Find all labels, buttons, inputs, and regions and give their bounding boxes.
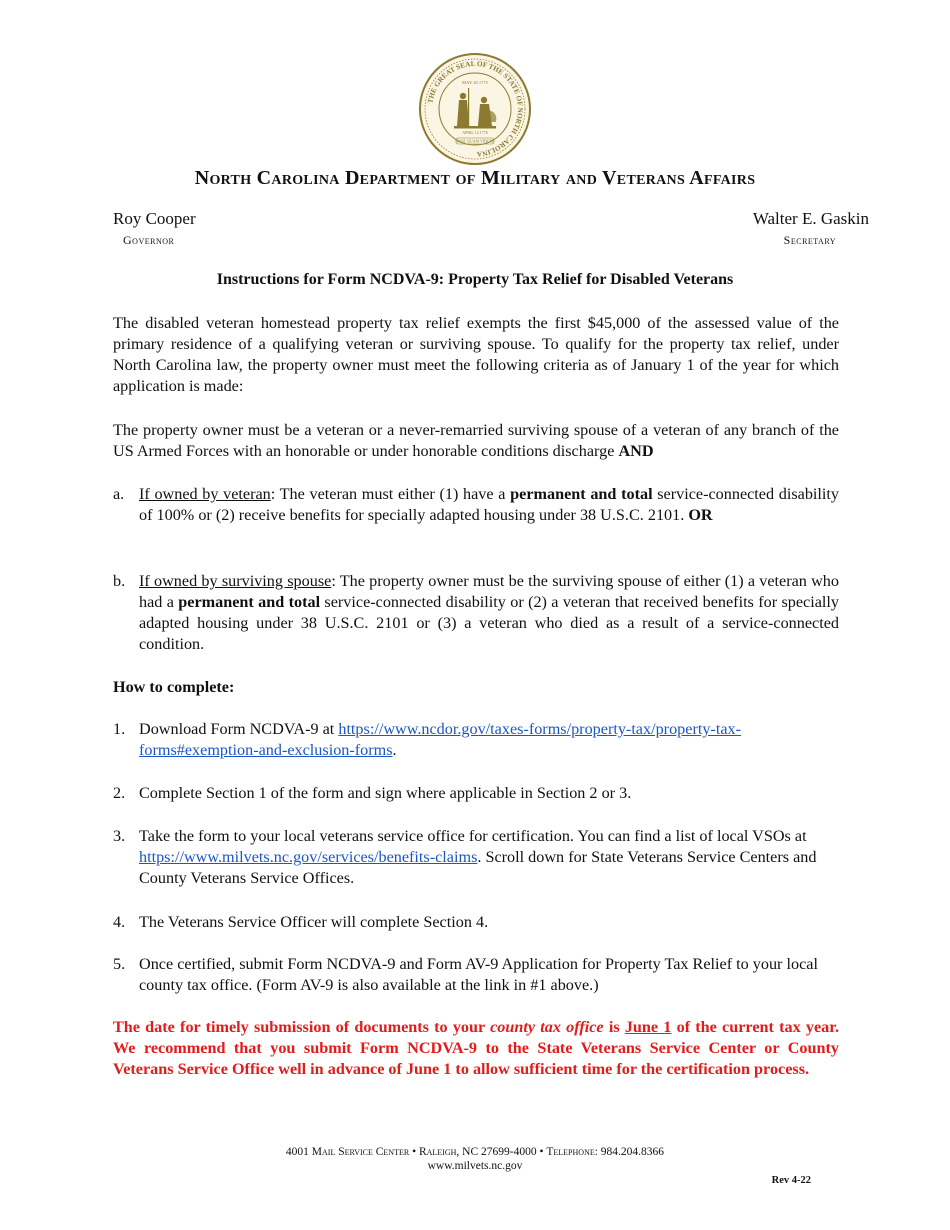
governor-name: Roy Cooper — [113, 209, 196, 228]
revision-label: Rev 4-22 — [771, 1175, 811, 1186]
seal-date-top: MAY 20 1775 — [462, 80, 488, 85]
criteria-item-spouse — [113, 571, 839, 655]
step-text-after: . — [392, 741, 397, 759]
secretary-name: Walter E. Gaskin — [752, 209, 869, 228]
criteria-item-veteran — [113, 484, 839, 526]
address-bullet: • — [409, 1146, 419, 1158]
criteria-heading: If owned by veteran — [139, 485, 271, 503]
address-city: Raleigh, NC 27699-4000 — [418, 1146, 537, 1158]
deadline-text: is — [603, 1018, 625, 1036]
step-item — [113, 826, 839, 889]
eligibility-paragraph — [113, 420, 839, 462]
intro-paragraph: The disabled veteran homestead property tax relief exempts the first $45,000 of the assessed value of the primary residence of a qualifying veteran or surviving spouse. To qualify for the property tax relief, under North Carolina law, the property owner must meet the following criteria as of January 1 of the year for which application is made: — [113, 314, 839, 395]
criteria-or: OR — [688, 506, 713, 524]
step-text: The Veterans Service Officer will complete Section 4. — [139, 913, 489, 931]
footer-website: www.milvets.nc.gov — [427, 1160, 523, 1172]
step-marker: 2. — [113, 784, 126, 802]
step-text: Take the form to your local veterans service office for certification. You can find a list of local VSOs at — [139, 827, 807, 845]
address-name: Mail Service Center — [311, 1146, 410, 1158]
eligibility-and: AND — [618, 442, 654, 460]
deadline-date: June 1 — [624, 1018, 672, 1036]
criteria-text: The property owner must be the surviving spouse of either (1) a veteran who had a — [139, 572, 839, 611]
seal-date-bottom: APRIL 12 1776 — [462, 130, 488, 135]
address-number: 4001 — [285, 1146, 312, 1158]
step-marker: 4. — [113, 913, 126, 931]
phone-number: : 984.204.8366 — [594, 1146, 665, 1158]
criteria-bold: permanent and total — [178, 593, 321, 611]
criteria-sep: : — [270, 485, 280, 503]
deadline-text: of the current tax year. We recommend that you submit Form NCDVA-9 to the State Veterans Service Center or County Veterans Service Office well in advance of June 1 to allow sufficient time for the certification process. — [113, 1018, 839, 1078]
step-item — [113, 954, 839, 996]
step-text-after: . Scroll down for State Veterans Service Centers and County Veterans Service Offices. — [139, 848, 817, 887]
how-to-heading: How to complete: — [113, 678, 235, 696]
ncdor-forms-link[interactable]: https://www.ncdor.gov/taxes-forms/property-tax/property-tax-forms#exemption-and-exclusion-forms — [139, 720, 741, 759]
criteria-text: The veteran must either (1) have a — [279, 485, 511, 503]
governor-title: Governor — [123, 233, 175, 247]
step-text: Complete Section 1 of the form and sign where applicable in Section 2 or 3. — [139, 784, 632, 802]
step-text: Once certified, submit Form NCDVA-9 and Form AV-9 Application for Property Tax Relief to your local county tax office. (Form AV-9 is also available at the link in #1 above.) — [139, 955, 818, 994]
criteria-text: service-connected disability of 100% or (2) receive benefits for specially adapted housing under 38 U.S.C. 2101. — [139, 485, 840, 524]
criteria-sep: : — [331, 572, 340, 590]
deadline-text: The date for timely submission of documents to your — [113, 1018, 491, 1036]
milvets-benefits-link[interactable]: https://www.milvets.nc.gov/services/benefits-claims — [139, 848, 478, 866]
step-item — [113, 912, 839, 933]
address-bullet: • — [536, 1146, 547, 1158]
nc-great-seal — [418, 52, 532, 166]
step-marker: 3. — [113, 827, 126, 845]
criteria-marker: a. — [113, 485, 125, 503]
criteria-marker: b. — [113, 572, 126, 590]
secretary-title: Secretary — [783, 233, 836, 247]
footer-address — [0, 1146, 950, 1158]
seal-motto: ESSE QUAM VIDERI — [456, 138, 494, 144]
document-title: Instructions for Form NCDVA-9: Property Tax Relief for Disabled Veterans — [216, 271, 734, 288]
eligibility-text: The property owner must be a veteran or a never-remarried surviving spouse of a veteran of any branch of the US Armed Forces with an honorable or under honorable conditions discharge — [113, 421, 839, 460]
criteria-bold: permanent and total — [510, 485, 653, 503]
deadline-italic: county tax office — [490, 1018, 604, 1036]
phone-label: Telephone — [546, 1146, 595, 1158]
step-item — [113, 719, 839, 761]
step-item — [113, 783, 839, 804]
criteria-heading: If owned by surviving spouse — [139, 572, 332, 590]
step-text: Download Form NCDVA-9 at — [139, 720, 339, 738]
seal-ring-text: THE GREAT SEAL OF THE STATE OF NORTH CAROLINA — [426, 59, 525, 159]
deadline-notice — [113, 1017, 839, 1080]
step-marker: 1. — [113, 720, 126, 738]
criteria-text: service-connected disability or (2) a veteran that received benefits for specially adapted housing under 38 U.S.C. 2101 or (3) a veteran who died as a result of a service-connected condition. — [139, 593, 839, 653]
step-marker: 5. — [113, 955, 126, 973]
department-heading: North Carolina Department of Military and Veterans Affairs — [194, 167, 756, 189]
